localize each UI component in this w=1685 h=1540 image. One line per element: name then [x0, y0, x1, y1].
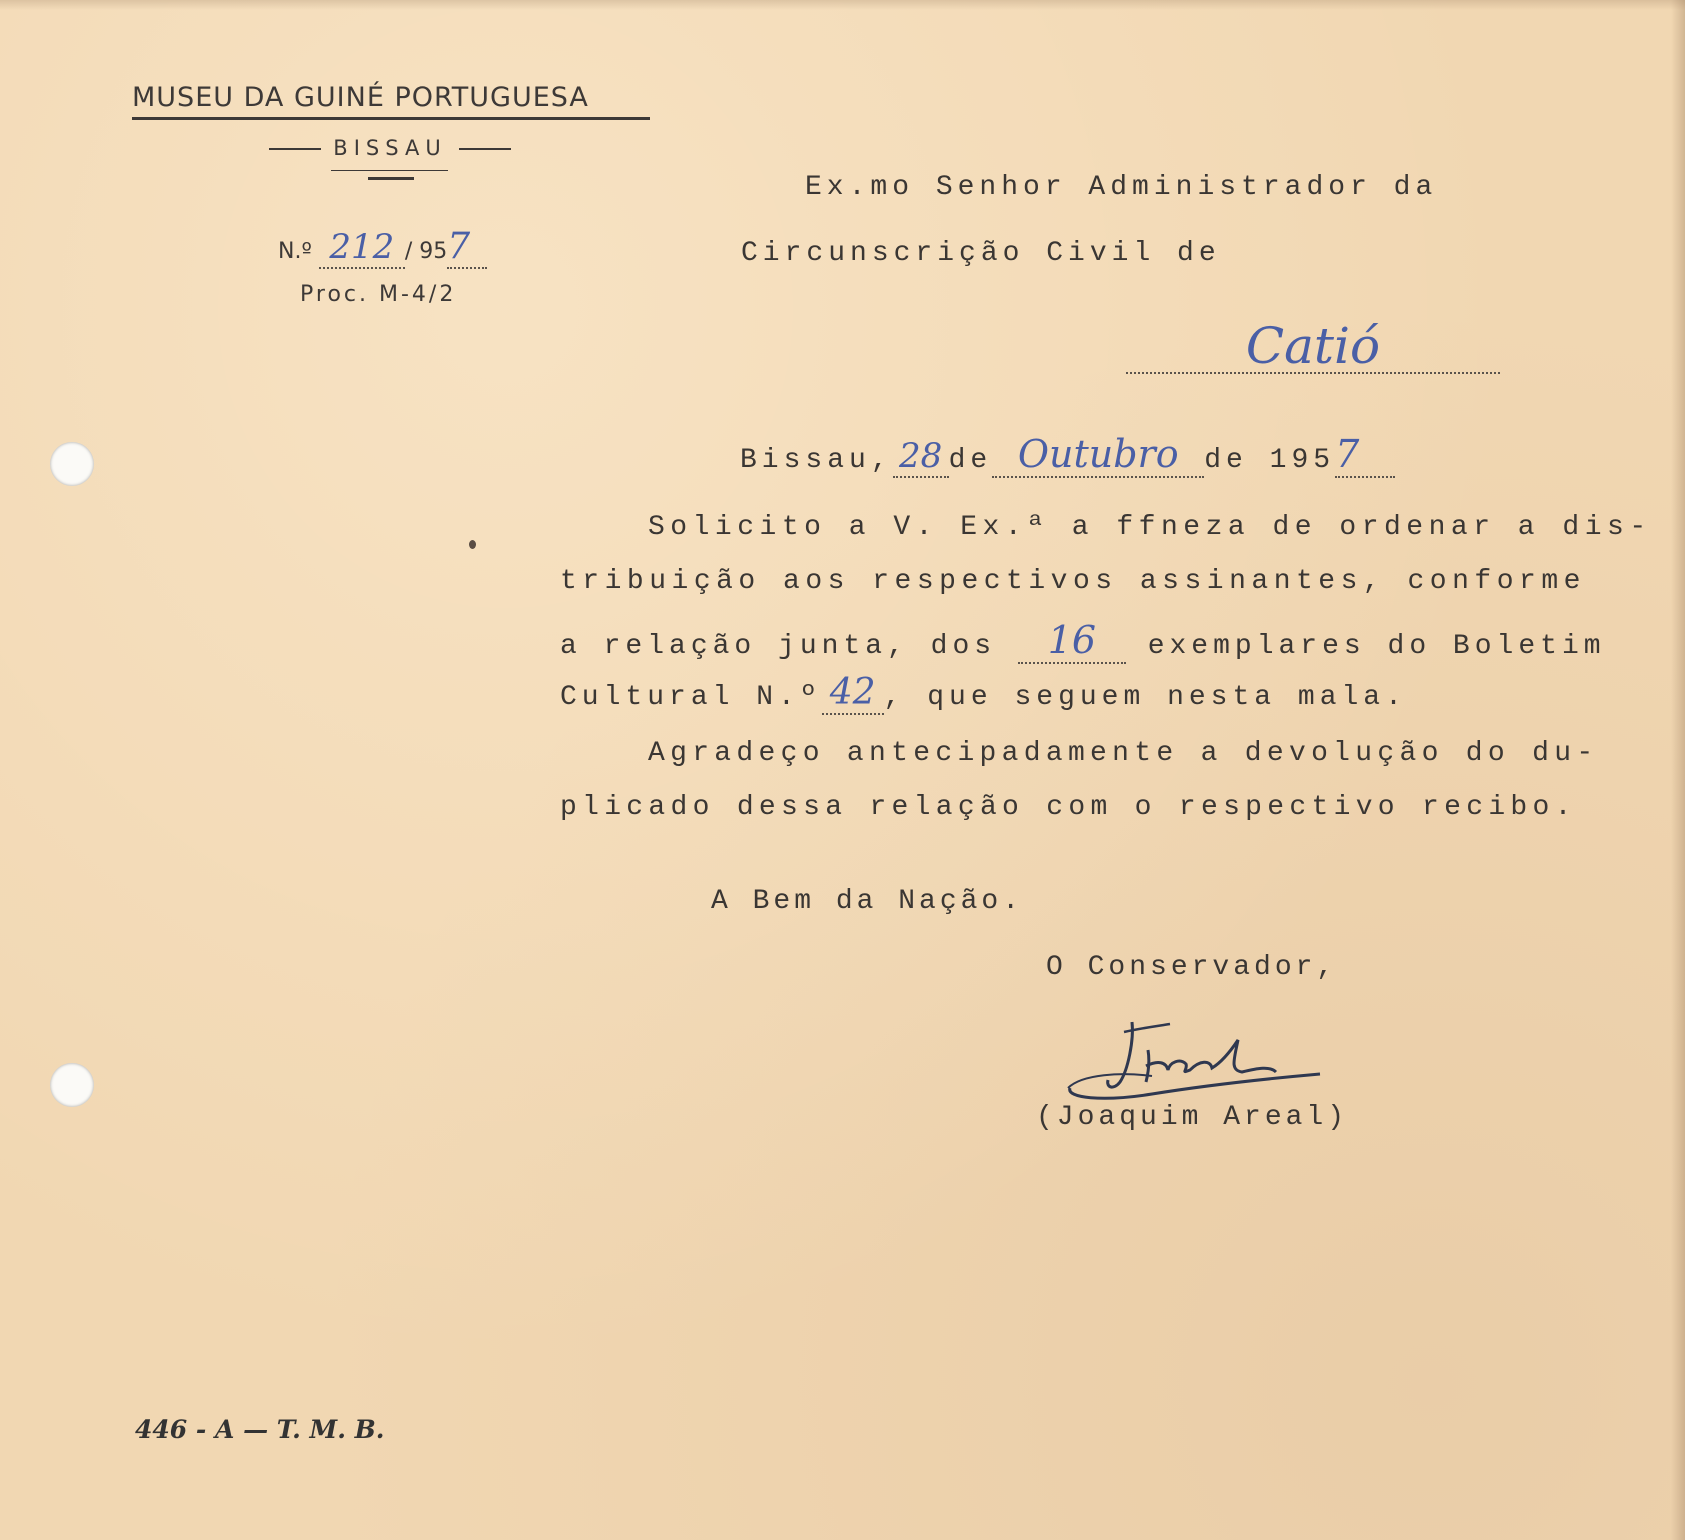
letterhead-rule-short [368, 177, 414, 180]
number-prefix: N.º [278, 239, 312, 264]
addressee-line-1: Ex.mo Senhor Administrador da [805, 172, 1438, 203]
city-label: BISSAU [333, 136, 447, 160]
body-line-2: tribuição aos respectivos assinantes, conforme [560, 566, 1586, 597]
body-line-4 [560, 672, 1407, 715]
date-month-field [992, 432, 1204, 478]
date-month-handwritten: Outubro [1017, 432, 1179, 476]
number-field [319, 227, 405, 269]
handwritten-signature [1062, 1010, 1332, 1115]
punch-hole-top [50, 442, 94, 486]
date-day-field [893, 436, 949, 478]
year-field [447, 226, 487, 269]
addressee-line-2: Circunscrição Civil de [741, 238, 1221, 269]
year-prefix: / 95 [404, 239, 448, 264]
signatory-name: (Joaquim Areal) [1036, 1102, 1349, 1133]
date-day-handwritten: 28 [898, 436, 943, 476]
institution-title: MUSEU DA GUINÉ PORTUGUESA [132, 82, 650, 120]
body-line-4-start: Cultural N.º [560, 682, 822, 713]
reference-number [278, 226, 487, 269]
date-de-2: de [1204, 445, 1248, 476]
addressee-place-handwritten: Catió [1245, 317, 1381, 375]
institution-city [258, 136, 522, 160]
body-line-3 [560, 618, 1606, 664]
body-line-3-start: a relação junta, dos [560, 631, 997, 662]
copies-handwritten: 16 [1047, 618, 1097, 662]
copies-field [1018, 618, 1126, 664]
date-year-typed: 195 [1269, 445, 1336, 476]
dash-right [459, 148, 511, 150]
body-line-1: Solicito a V. Ex.ª a ffneza de ordenar a dis- [648, 512, 1652, 543]
process-reference: Proc. M-4/2 [300, 282, 457, 307]
print-code: 446 - A — T. M. B. [135, 1415, 385, 1444]
addressee-place-field [1126, 317, 1500, 375]
body-line-3-end: exemplares do Boletim [1147, 631, 1606, 662]
date-year-handwritten: 7 [1335, 432, 1360, 476]
issue-field [822, 672, 884, 715]
date-city: Bissau, [740, 445, 893, 476]
closing-salutation: A Bem da Nação. [711, 886, 1024, 917]
ink-speck [469, 540, 476, 549]
date-de-1: de [948, 445, 993, 476]
closing-title: O Conservador, [1046, 952, 1338, 983]
letterhead-rule [331, 170, 448, 171]
date-year-field [1335, 432, 1395, 478]
paper-edge-right [1671, 0, 1685, 1540]
body-line-6: plicado dessa relação com o respectivo recibo. [560, 792, 1577, 823]
paper-edge-top [0, 0, 1685, 10]
body-line-5: Agradeço antecipadamente a devolução do du- [648, 738, 1599, 769]
body-line-4-end: , que seguem nesta mala. [883, 682, 1407, 713]
year-handwritten: 7 [447, 226, 471, 267]
number-handwritten: 212 [329, 227, 395, 267]
punch-hole-bottom [50, 1063, 94, 1107]
date-line [740, 432, 1395, 478]
dash-left [269, 148, 321, 150]
issue-handwritten: 42 [829, 672, 876, 713]
